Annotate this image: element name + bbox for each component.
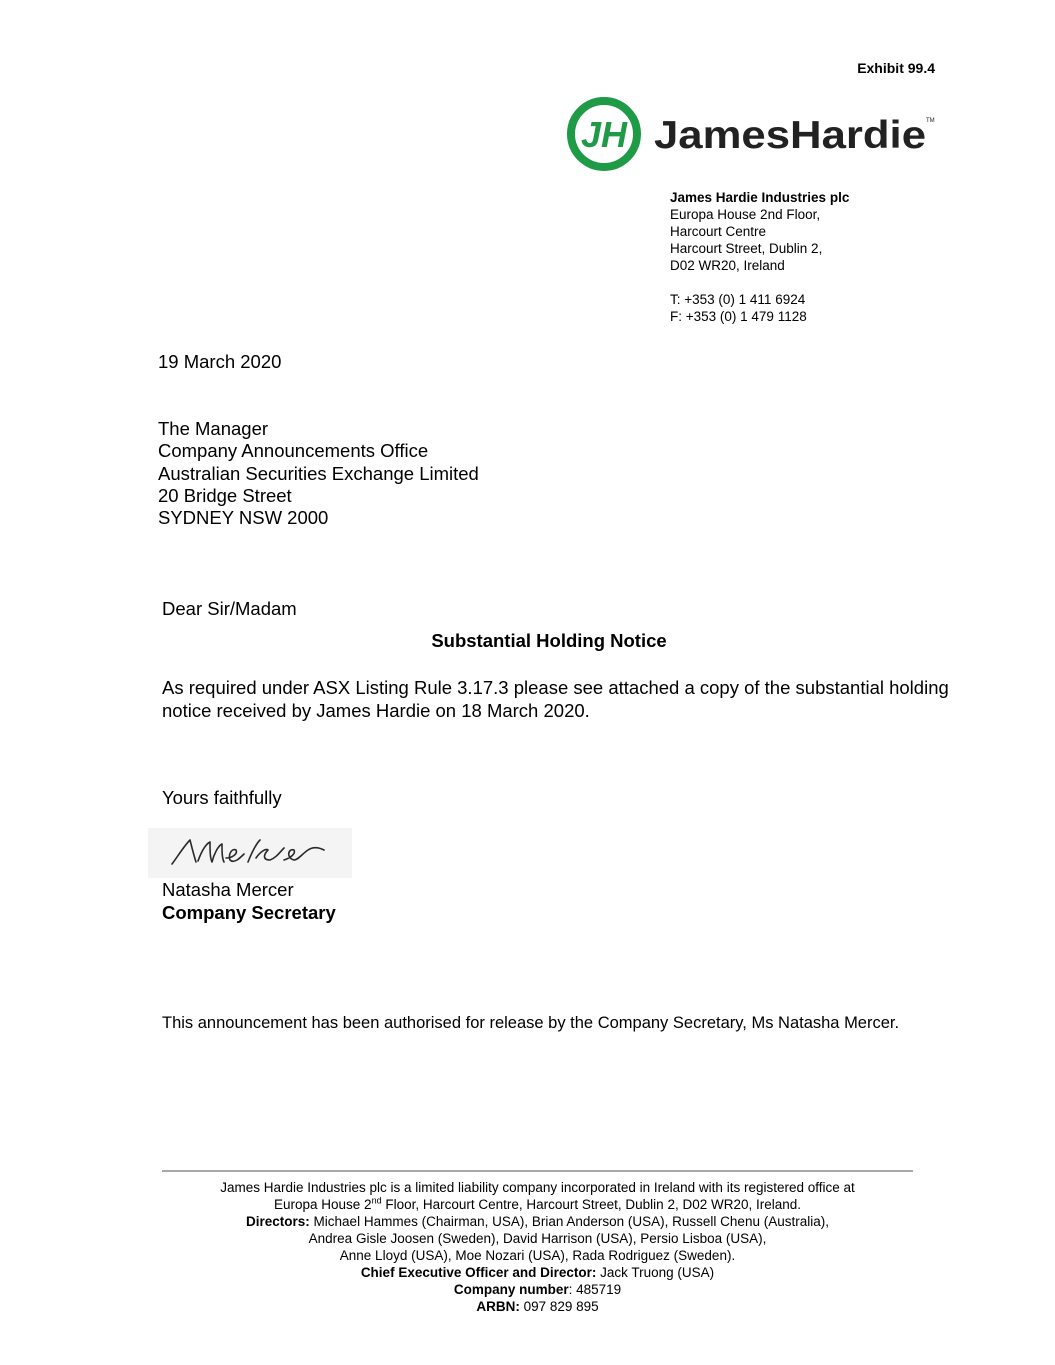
handwritten-signature [148,828,352,878]
company-name: James Hardie Industries plc [670,190,850,205]
recipient-line: Australian Securities Exchange Limited [158,462,479,484]
footer-ceo: Chief Executive Officer and Director: Jack Truong (USA) [360,1265,715,1280]
address-line: Harcourt Street, Dublin 2, [670,241,823,256]
signer-name: Natasha Mercer [162,879,294,900]
subject-heading: Substantial Holding Notice [431,630,667,651]
exhibit-label: Exhibit 99.4 [857,60,935,76]
address-line: Harcourt Centre [670,224,767,239]
recipient-address [158,418,479,529]
footer-arbn: ARBN: 097 829 895 [476,1299,599,1314]
footer [162,1179,913,1315]
address-line: D02 WR20, Ireland [670,258,785,273]
james-hardie-logo [566,96,946,174]
footer-company-number: Company number: 485719 [453,1282,622,1297]
footer-line: James Hardie Industries plc is a limited liability company incorporated in Ireland with its registered office at [220,1180,855,1195]
jh-monogram-icon [571,101,637,167]
recipient-line: Company Announcements Office [158,440,429,462]
body-paragraph: As required under ASX Listing Rule 3.17.3 please see attached a copy of the substantial holding notice received by James Hardie on 18 March 2020. [162,677,949,721]
letter-date: 19 March 2020 [158,351,282,372]
svg-text:JH: JH [580,114,628,155]
logo-wordmark: JamesHardie [654,114,926,157]
trademark-symbol: TM [926,118,935,124]
footer-directors: Directors: Michael Hammes (Chairman, USA), Brian Anderson (USA), Russell Chenu (Australia), [246,1214,829,1229]
footer-divider [162,1170,913,1172]
recipient-line: 20 Bridge Street [158,484,292,506]
salutation: Dear Sir/Madam [162,598,297,619]
recipient-line: The Manager [158,418,269,439]
authorisation-statement: This announcement has been authorised for release by the Company Secretary, Ms Natasha Mercer. [162,1014,900,1032]
closing-phrase: Yours faithfully [162,787,282,808]
signer-title: Company Secretary [162,902,336,923]
footer-line: Andrea Gisle Joosen (Sweden), David Harrison (USA), Persio Lisboa (USA), [308,1231,767,1246]
company-address-block [670,189,849,325]
footer-line: Anne Lloyd (USA), Moe Nozari (USA), Rada Rodriguez (Sweden). [339,1248,736,1263]
footer-line: Europa House 2nd Floor, Harcourt Centre, Harcourt Street, Dublin 2, D02 WR20, Ireland. [273,1195,802,1212]
phone-number: T: +353 (0) 1 411 6924 [670,292,806,307]
fax-number: F: +353 (0) 1 479 1128 [670,309,807,324]
recipient-line: SYDNEY NSW 2000 [158,507,329,529]
address-line: Europa House 2nd Floor, [670,207,821,222]
